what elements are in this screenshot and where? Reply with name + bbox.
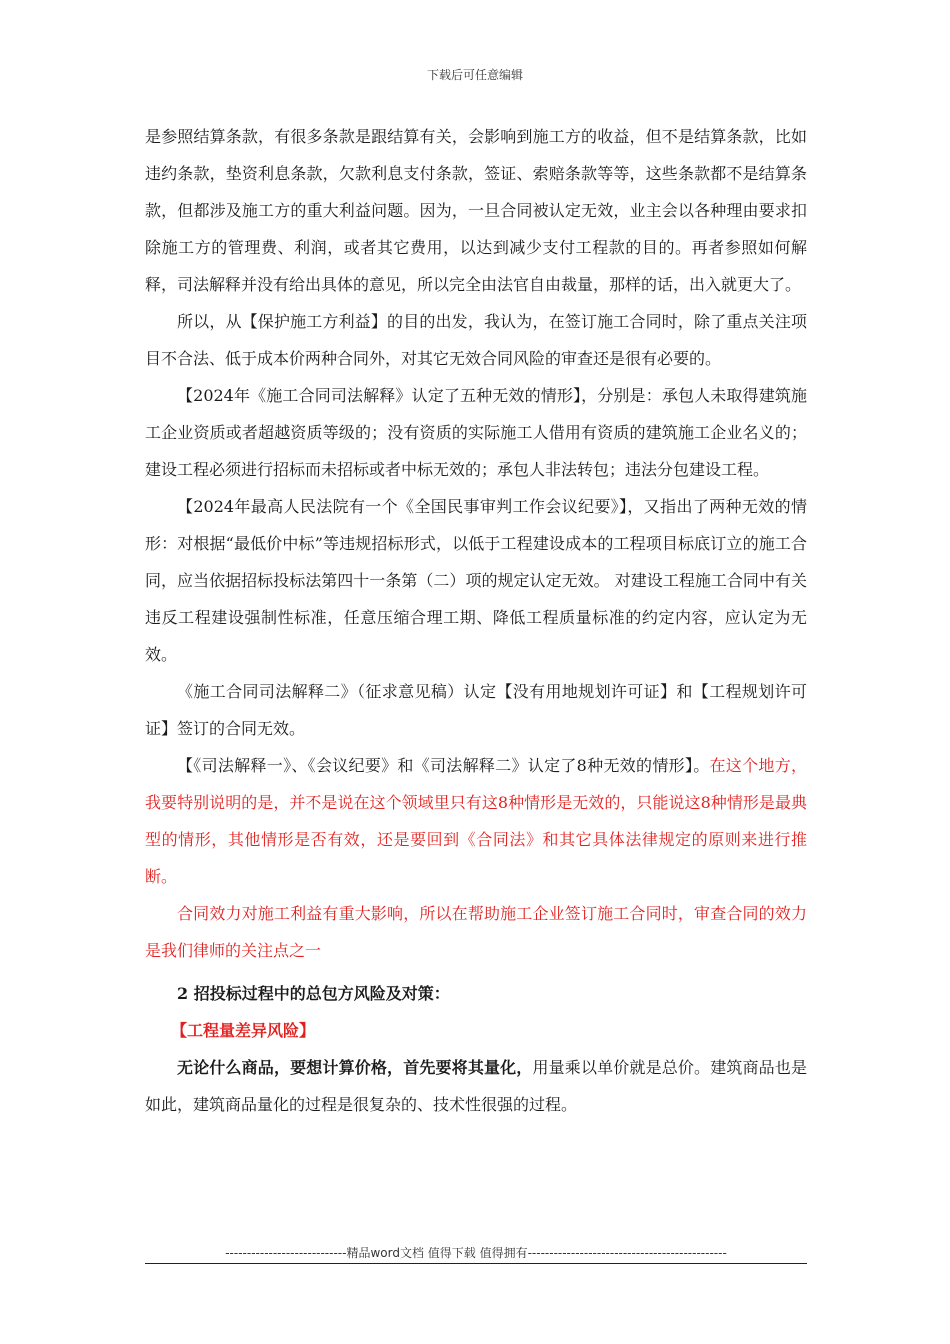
paragraph-3: 【2024年《施工合同司法解释》认定了五种无效的情形】，分别是：承包人未取得建筑施工企业资质或者超越资质等级的；没有资质的实际施工人借用有资质的建筑施工企业名义的；建设工程必须进行招标而未招标或者中标无效的；承包人非法转包；违法分包建设工程。 — [145, 386, 807, 479]
paragraph-6-black: 【《司法解释一》、《会议纪要》和《司法解释二》认定了8种无效的情形】。 — [177, 756, 710, 775]
paragraph-2: 所以，从【保护施工方利益】的目的出发，我认为，在签订施工合同时，除了重点关注项目不合法、低于成本价两种合同外，对其它无效合同风险的审查还是很有必要的。 — [145, 312, 807, 368]
document-body — [145, 118, 807, 1123]
paragraph-8 — [145, 1049, 807, 1123]
paragraph-8-bold: 无论什么商品，要想计算价格，首先要将其量化， — [177, 1058, 533, 1077]
paragraph-4: 【2024年最高人民法院有一个《全国民事审判工作会议纪要》】，又指出了两种无效的情形：对根据“最低价中标”等违规招标形式，以低于工程建设成本的工程项目标底订立的施工合同，应当依据招标投标法第四十一条第（二）项的规定认定无效。 对建设工程施工合同中有关违反工程建设强制性标准，任意压缩合理工期、降低工程质量标准的约定内容，应认定为无效。 — [145, 497, 807, 664]
paragraph-6-red: 在这个地方，我要特别说明的是，并不是说在这个领域里只有这8种情形是无效的，只能说这8种情形是最典型的情形，其他情形是否有效，还是要回到《合同法》和其它具体法律规定的原则来进行推断。 — [145, 756, 807, 886]
page-footer: ----------------------------精品word文档 值得下载 值得拥有---------------------------------------------- — [225, 1246, 727, 1260]
paragraph-8-rest: 用量乘以单价就是总价。建筑商品也是如此，建筑商品量化的过程是很复杂的、技术性很强的过程。 — [145, 1058, 807, 1114]
paragraph-6 — [145, 747, 807, 895]
page-header: 下载后可任意编辑 — [426, 68, 523, 82]
paragraph-1: 是参照结算条款，有很多条款是跟结算有关，会影响到施工方的收益，但不是结算条款，比如违约条款，垫资利息条款，欠款利息支付条款，签证、索赔条款等等，这些条款都不是结算条款，但都涉及施工方的重大利益问题。因为，一旦合同被认定无效，业主会以各种理由要求扣除施工方的管理费、利润，或者其它费用，以达到减少支付工程款的目的。再者参照如何解释，司法解释并没有给出具体的意见，所以完全由法官自由裁量，那样的话，出入就更大了。 — [145, 127, 807, 294]
footer-rule — [145, 1263, 807, 1264]
paragraph-7: 合同效力对施工利益有重大影响，所以在帮助施工企业签订施工合同时，审查合同的效力是我们律师的关注点之一 — [145, 904, 807, 960]
section-heading: 2 招投标过程中的总包方风险及对策： — [177, 984, 450, 1003]
paragraph-5: 《施工合同司法解释二》（征求意见稿）认定【没有用地规划许可证】和【工程规划许可证】签订的合同无效。 — [145, 682, 807, 738]
subsection-heading: 【工程量差异风险】 — [171, 1021, 316, 1040]
